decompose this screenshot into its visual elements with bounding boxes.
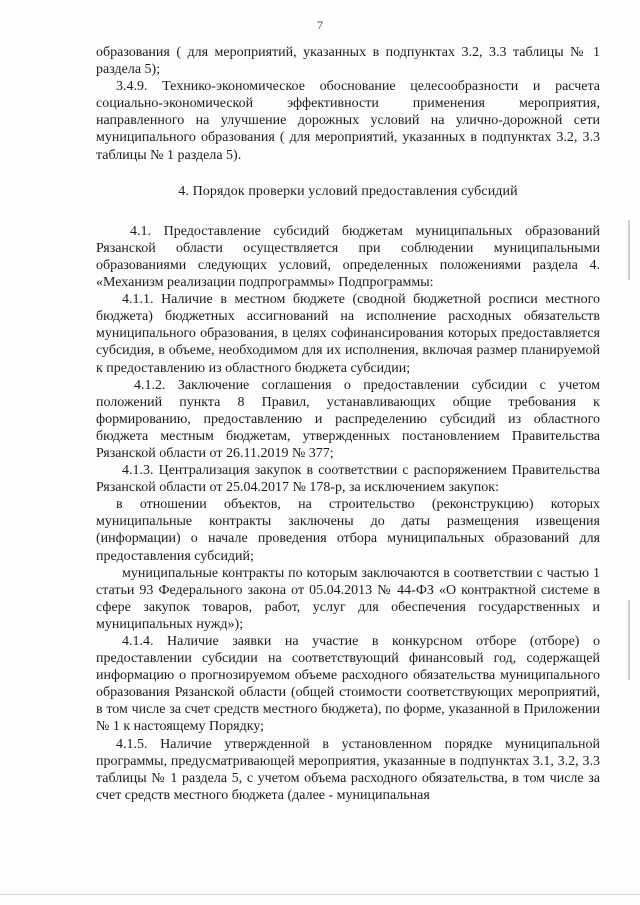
paragraph-exception-objects: в отношении объектов, на строительство (реконструкцию) которых муниципальные контракты заключены до даты размещения извещения (информации) о начале проведения отбора муниципальных образований для предоставления субсидий; bbox=[96, 497, 600, 564]
paragraph-exception-contracts: муниципальные контракты по которым заключаются в соответствии с частью 1 статьи 93 Федерального закона от 05.04.2013 № 44-ФЗ «О контрактной системе в сфере закупок товаров, работ, услуг для обеспечения государственных и муниципальных нужд»); bbox=[96, 565, 600, 632]
scan-bottom-edge bbox=[0, 894, 640, 895]
paragraph-4-1-5: 4.1.5. Наличие утвержденной в установленном порядке муниципальной программы, предусматривающей мероприятия, указанные в подпунктах 3.1, 3.2, 3.3 таблицы № 1 раздела 5, с учетом объема расходного обязательства, в том числе за счет средств местного бюджета (далее - муниципальная bbox=[96, 736, 600, 803]
paragraph-4-1-4: 4.1.4. Наличие заявки на участие в конкурсном отборе (отборе) о предоставлении субсидии на соответствующий финансовый год, содержащей информацию о прогнозируемом объеме расходного обязательства муниципального образования Рязанской области (общей стоимости соответствующих мероприятий, в том числе за счет средств местного бюджета), по форме, указанной в Приложении № 1 к настоящему Порядку; bbox=[96, 634, 600, 735]
page-number: 7 bbox=[317, 18, 323, 32]
paragraph-continuation: образования ( для мероприятий, указанных в подпунктах 3.2, 3.3 таблицы № 1 раздела 5); bbox=[96, 45, 600, 78]
paragraph-4-1: 4.1. Предоставление субсидий бюджетам муниципальных образований Рязанской области осуществляется при соблюдении муниципальными образованиями следующих условий, определенных положениями раздела 4. «Механизм реализации подпрограммы» Подпрограммы: bbox=[96, 223, 600, 291]
scan-margin-mark bbox=[628, 600, 630, 680]
paragraph-4-1-3: 4.1.3. Централизация закупок в соответствии с распоряжением Правительства Рязанской области от 25.04.2017 № 178-р, за исключением закупок: bbox=[96, 463, 600, 496]
paragraph-4-1-1: 4.1.1. Наличие в местном бюджете (сводной бюджетной росписи местного бюджета) бюджетных ассигнований на исполнение расходных обязательств муниципального образования, в целях софинансирования которых предоставляется субсидия, в объеме, необходимом для их исполнения, включая размер планируемой к предоставлению из областного бюджета субсидии; bbox=[96, 292, 600, 376]
scan-margin-mark bbox=[628, 220, 630, 280]
paragraph-3-4-9: 3.4.9. Технико-экономическое обоснование целесообразности и расчета социально-экономической эффективности применения мероприятия, направленного на улучшение дорожных условий на улично-дорожной сети муниципального образования ( для мероприятий, указанных в подпунктах 3.2, 3.3 таблицы № 1 раздела 5). bbox=[96, 79, 600, 163]
document-body bbox=[96, 44, 600, 804]
paragraph-4-1-2: 4.1.2. Заключение соглашения о предоставлении субсидии с учетом положений пункта 8 Правил, устанавливающих общие требования к формированию, предоставлению и распределению субсидий из областного бюджета местным бюджетам, утвержденных постановлением Правительства Рязанской области от 26.11.2019 № 377; bbox=[96, 377, 600, 461]
section-heading: 4. Порядок проверки условий предоставления субсидий bbox=[178, 183, 518, 199]
